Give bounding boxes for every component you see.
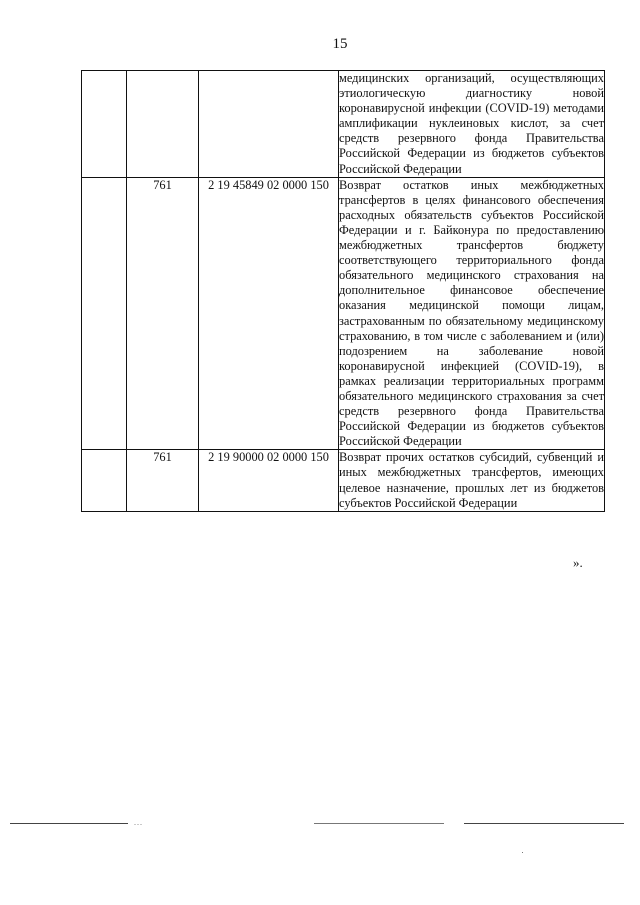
budget-classification-code-cell bbox=[199, 71, 339, 178]
administrator-code-cell bbox=[127, 71, 199, 178]
footer-rule-right bbox=[464, 823, 624, 824]
scan-speck bbox=[522, 852, 523, 853]
footer-dots: ... bbox=[134, 818, 143, 827]
income-name-text: Возврат остатков иных межбюджетных трансфертов в целях финансового обеспечения расходных обязательств субъектов Российской Федерации и г. Байконура по предоставлению межбюджетных трансфертов бюджету соответствующего территориального фонда обязательного медицинского страхования на дополнительное финансовое обеспечение оказания медицинской помощи лицам, застрахованным по обязательному медицинскому страхованию, в том числе с заболеванием и (или) подозрением на заболевание новой коронавирусной инфекцией (COVID-19), в рамках реализации территориальных программ обязательного медицинского страхования за счет средств резервного фонда Правительства Российской Федерации из бюджетов субъектов Российской Федерации bbox=[339, 177, 604, 449]
administrator-code-cell: 761 bbox=[127, 450, 199, 511]
table-cell-empty bbox=[82, 71, 127, 178]
income-name-text: Возврат прочих остатков субсидий, субвенций и иных межбюджетных трансфертов, имеющих целевое назначение, прошлых лет из бюджетов субъектов Российской Федерации bbox=[339, 450, 604, 510]
income-name-text: медицинских организаций, осуществляющих этиологическую диагностику новой коронавирусной инфекции (COVID-19) методами амплификации нуклеиновых кислот, за счет средств резервного фонда Правительства Российской Федерации из бюджетов субъектов Российской Федерации bbox=[339, 71, 604, 176]
table-row bbox=[82, 450, 605, 511]
table-cell-empty bbox=[82, 450, 127, 511]
table-cell-empty bbox=[82, 177, 127, 450]
table-row bbox=[82, 177, 605, 450]
page-number: 15 bbox=[332, 36, 348, 52]
budget-classification-code-cell: 2 19 45849 02 0000 150 bbox=[199, 177, 339, 450]
administrator-code-cell: 761 bbox=[127, 177, 199, 450]
budget-classification-code-cell: 2 19 90000 02 0000 150 bbox=[199, 450, 339, 511]
income-name-cell bbox=[339, 450, 605, 511]
budget-codes-table bbox=[81, 70, 605, 512]
table-row bbox=[82, 71, 605, 178]
income-name-cell bbox=[339, 177, 605, 450]
footer-rule-middle bbox=[314, 823, 444, 824]
closing-quote: ». bbox=[573, 555, 583, 570]
footer-rule-left bbox=[10, 823, 128, 824]
income-name-cell bbox=[339, 71, 605, 178]
